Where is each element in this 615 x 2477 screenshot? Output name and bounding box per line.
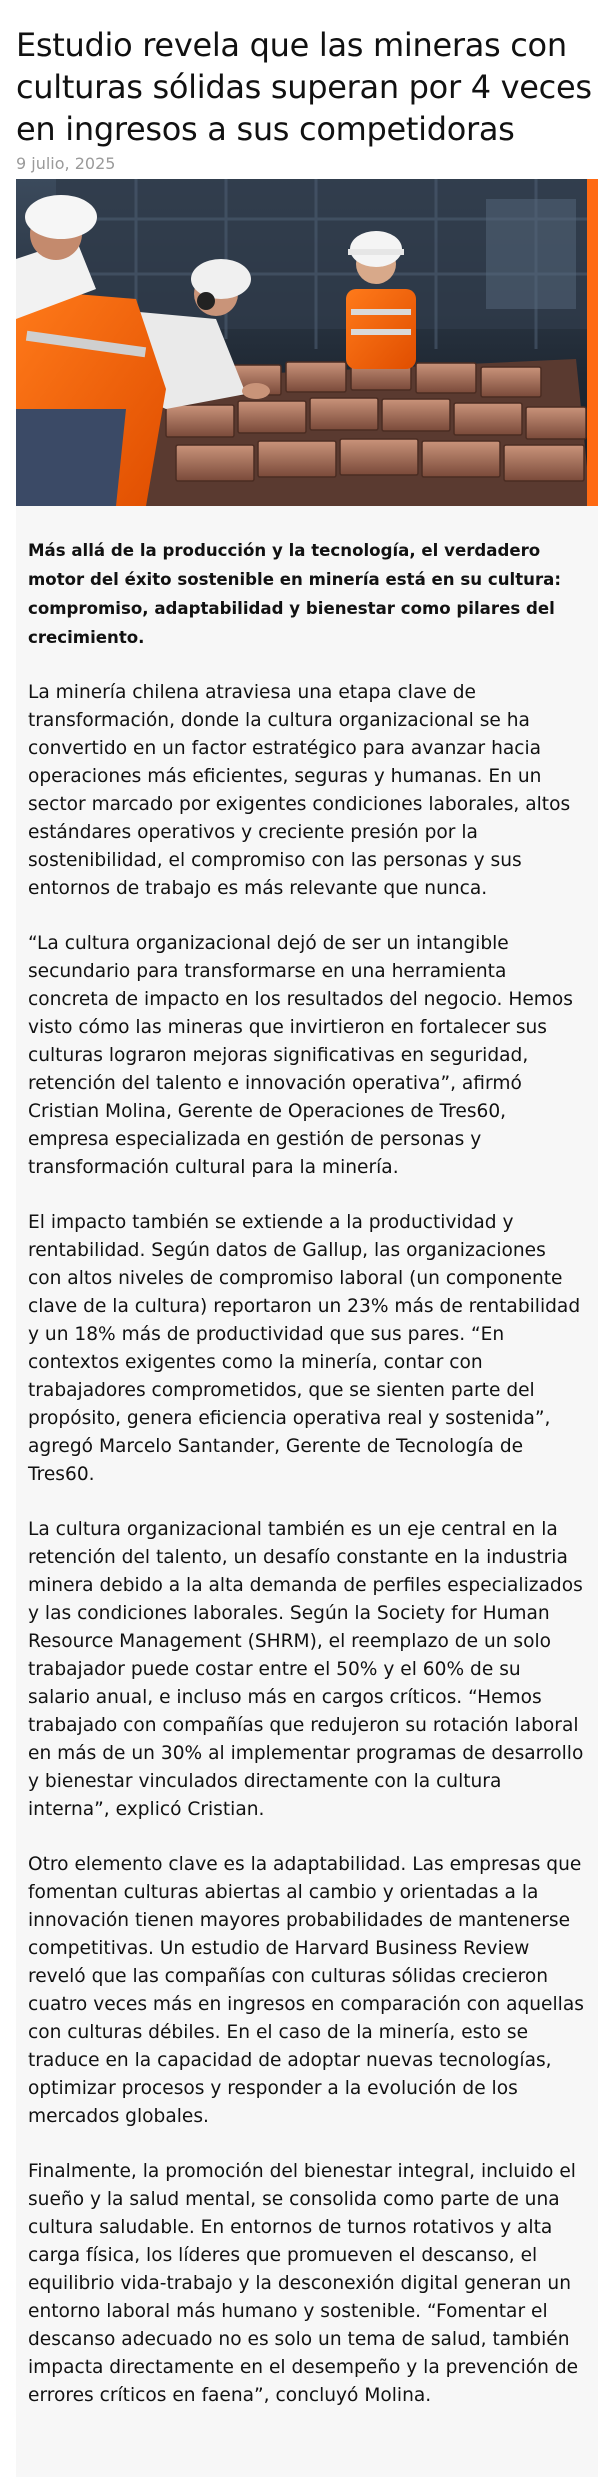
- article-paragraph: “La cultura organizacional dejó de ser un intangible secundario para transformarse en una herramienta concreta de impacto en los resultados del negocio. Hemos visto cómo las mineras que invirtieron en fortalecer sus culturas lograron mejoras significativas en seguridad, retención del talento e innovación operativa”, afirmó Cristian Molina, Gerente de Operaciones de Tres60, empresa especializada en gestión de personas y transformación cultural para la minería.: [28, 933, 573, 1178]
- hero-image: [16, 179, 598, 506]
- orange-accent-bar: [587, 179, 598, 506]
- article-lead: Más allá de la producción y la tecnología, el verdadero motor del éxito sostenible en minería está en su cultura: compromiso, adaptabilidad y bienestar como pilares del crecimiento.: [28, 541, 561, 647]
- article-paragraph: La cultura organizacional también es un eje central en la retención del talento, un desafío constante en la industria minera debido a la alta demanda de perfiles especializados y las condiciones laborales. Según la Society for Human Resource Management (SHRM), el reemplazo de un solo trabajador puede costar entre el 50% y el 60% de su salario anual, e incluso más en cargos críticos. “Hemos trabajado con compañías que redujeron su rotación laboral en más de un 30% al implementar programas de desarrollo y bienestar vinculados directamente con la cultura interna”, explicó Cristian.: [28, 1519, 584, 1820]
- article-paragraph: El impacto también se extiende a la productividad y rentabilidad. Según datos de Gallup, las organizaciones con altos niveles de compromiso laboral (un componente clave de la cultura) reportaron un 23% más de rentabilidad y un 18% más de productividad que sus pares. “En contextos exigentes como la minería, contar con trabajadores comprometidos, que se sienten parte del propósito, genera eficiencia operativa real y sostenida”, agregó Marcelo Santander, Gerente de Tecnología de Tres60.: [28, 1212, 581, 1485]
- mining-workers-photo-icon: [16, 179, 598, 506]
- article-body: [16, 506, 598, 2477]
- article-paragraph: Otro elemento clave es la adaptabilidad. Las empresas que fomentan culturas abiertas al cambio y orientadas a la innovación tienen mayores probabilidades de mantenerse competitivas. Un estudio de Harvard Business Review reveló que las compañías con culturas sólidas crecieron cuatro veces más en ingresos en comparación con aquellas con culturas débiles. En el caso de la minería, esto se traduce en la capacidad de adoptar nuevas tecnologías, optimizar procesos y responder a la evolución de los mercados globales.: [28, 1854, 584, 2127]
- article-title: Estudio revela que las mineras con culturas sólidas superan por 4 veces en ingresos a sus competidoras: [16, 26, 592, 148]
- article-date: 9 julio, 2025: [16, 154, 116, 173]
- article-paragraph: La minería chilena atraviesa una etapa clave de transformación, donde la cultura organizacional se ha convertido en un factor estratégico para avanzar hacia operaciones más eficientes, seguras y humanas. En un sector marcado por exigentes condiciones laborales, altos estándares operativos y creciente presión por la sostenibilidad, el compromiso con las personas y sus entornos de trabajo es más relevante que nunca.: [28, 682, 571, 899]
- article-paragraph: Finalmente, la promoción del bienestar integral, incluido el sueño y la salud mental, se consolida como parte de una cultura saludable. En entornos de turnos rotativos y alta carga física, los líderes que promueven el descanso, el equilibrio vida-trabajo y la desconexión digital generan un entorno laboral más humano y sostenible. “Fomentar el descanso adecuado no es solo un tema de salud, también impacta directamente en el desempeño y la prevención de errores críticos en faena”, concluyó Molina.: [28, 2161, 579, 2406]
